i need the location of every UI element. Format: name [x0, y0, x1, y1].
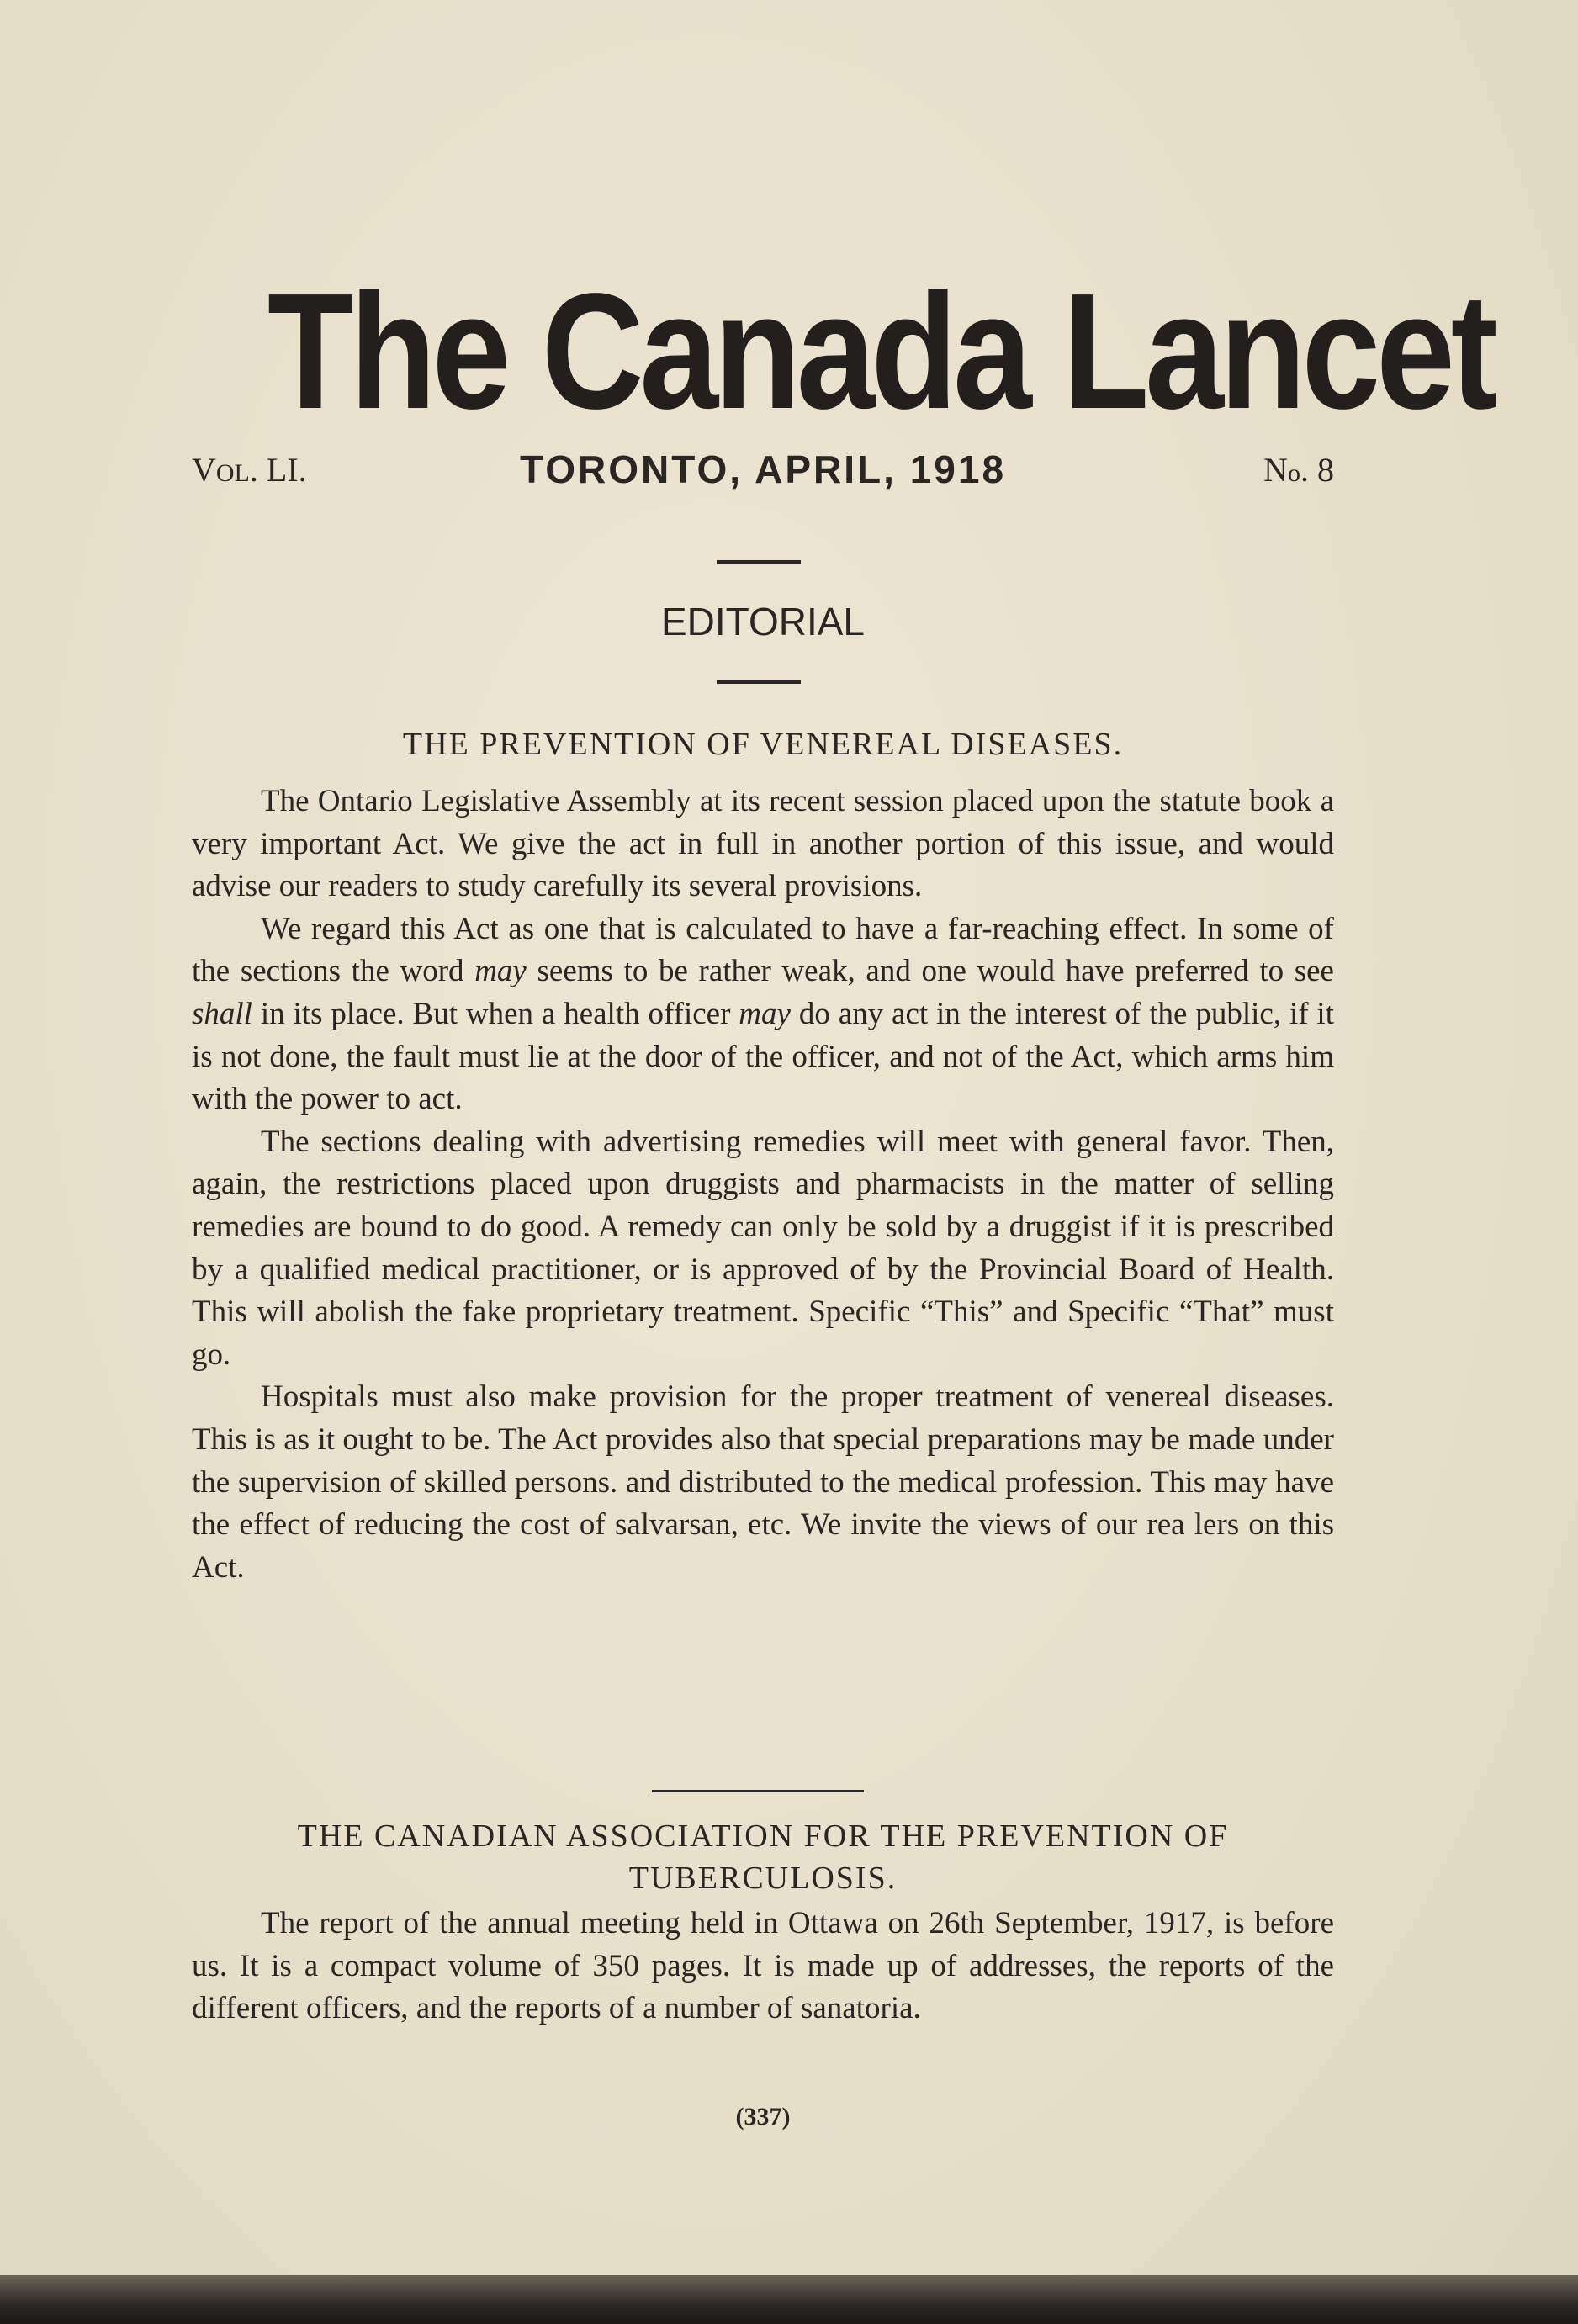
divider-rule-articles	[652, 1790, 864, 1792]
article-title: THE PREVENTION OF VENEREAL DISEASES.	[402, 727, 1124, 762]
article-paragraph: Hospitals must also make provision for the proper treatment of venereal diseases. This is as it ought to be. The Act provides also that special preparations may be made under the supervision of skilled persons. and distributed to the medical profession. This may have the effect of reducing the cost of salvarsan, etc. We invite the views of our rea lers on this Act.	[192, 1379, 1334, 1585]
volume-label: VOL. LI.	[192, 451, 307, 489]
page-number: (337)	[735, 2103, 791, 2131]
article-tuberculosis-association	[192, 1815, 1334, 2030]
issue-number: No. 8	[1263, 451, 1334, 489]
article-paragraph: We regard this Act as one that is calculated to have a far-reaching effect. In some of the sections the word may seems to be rather weak, and one would have preferred to see shall in its place. But when a health officer may do any act in the interest of the public, if it is not done, the fault must lie at the door of the officer, and not of the Act, which arms him with the power to act.	[192, 911, 1334, 1117]
issue-line	[192, 447, 1334, 500]
journal-masthead: The Canada Lancet	[267, 259, 1494, 443]
article-paragraph: The report of the annual meeting held in Ottawa on 26th September, 1917, is before us. It is a compact volume of 350 pages. It is made up of addresses, the reports of the different officers, and the reports of a number of sanatoria.	[192, 1906, 1334, 2026]
article-paragraph: The sections dealing with advertising remedies will meet with general favor. Then, again, the restrictions placed upon druggists and pharmacists in the matter of selling remedies are bound to do good. A remedy can only be sold by a druggist if it is prescribed by a qualified medical practitioner, or is approved of by the Provincial Board of Health. This will abolish the fake proprietary treatment. Specific “This” and Specific “That” must go.	[192, 1124, 1334, 1372]
scan-bottom-edge	[0, 2275, 1578, 2324]
section-heading: EDITORIAL	[661, 600, 865, 643]
article-title: THE CANADIAN ASSOCIATION FOR THE PREVENTION OF TUBERCULOSIS.	[297, 1818, 1229, 1896]
article-prevention-venereal	[192, 723, 1334, 1589]
article-paragraph: The Ontario Legislative Assembly at its recent session placed upon the statute book a very important Act. We give the act in full in another portion of this issue, and would advise our readers to study carefully its several provisions.	[192, 784, 1334, 904]
issue-dateline: TORONTO, APRIL, 1918	[519, 447, 1007, 491]
divider-rule-top	[717, 560, 801, 564]
divider-rule-section	[717, 680, 801, 684]
